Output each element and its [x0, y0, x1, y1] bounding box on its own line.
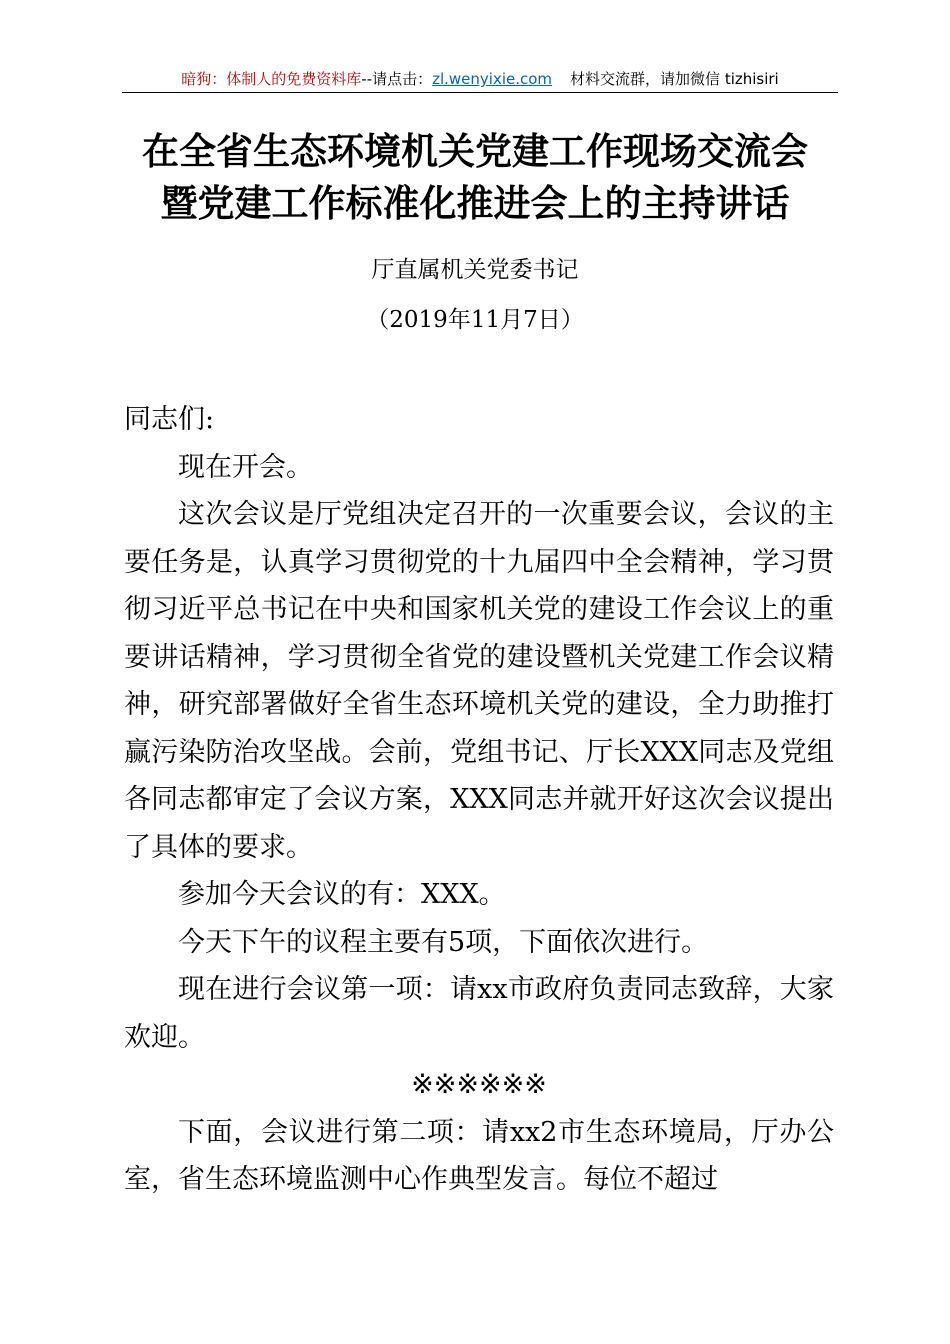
- header-prompt: --请点击：: [361, 70, 433, 88]
- paragraph-attendees: 参加今天会议的有：XXX。: [178, 879, 506, 910]
- page-header: [122, 66, 838, 93]
- header-note: 材料交流群，请加微信 tizhisiri: [570, 70, 779, 88]
- paragraph-item-one: 现在进行会议第一项：请xx市政府负责同志致辞，大家欢迎。: [124, 974, 834, 1053]
- speaker-line: 厅直属机关党委书记: [371, 257, 579, 283]
- section-separator: ※※※※※※: [411, 1069, 547, 1100]
- header-link[interactable]: zl.wenyixie.com: [432, 70, 553, 88]
- title-line-2: 暨党建工作标准化推进会上的主持讲话: [160, 182, 790, 225]
- paragraph-agenda: 今天下午的议程主要有5项，下面依次进行。: [178, 926, 709, 958]
- paragraph-meeting-purpose: 这次会议是厅党组决定召开的一次重要会议，会议的主要任务是，认真学习贯彻党的十九届四中全会精神，学习贯彻习近平总书记在中央和国家机关党的建设工作会议上的重要讲话精神，学习贯彻全省党的建设暨机关党建工作会议精神，研究部署做好全省生态环境机关党的建设，全力助推打赢污染防治攻坚战。会前，党组书记、厅长XXX同志及党组各同志都审定了会议方案，XXX同志并就开好这次会议提出了具体的要求。: [124, 499, 834, 863]
- header-brand: 暗狗：体制人的免费资料库: [181, 70, 362, 88]
- paragraph-item-two: 下面，会议进行第二项：请xx2市生态环境局，厅办公室，省生态环境监测中心作典型发言。每位不超过: [124, 1116, 834, 1195]
- document-body: [124, 396, 834, 1204]
- salutation: 同志们:: [124, 404, 215, 435]
- date-line: （2019年11月7日）: [366, 307, 584, 333]
- paragraph-opening: 现在开会。: [178, 451, 313, 483]
- document-title: [0, 126, 950, 230]
- title-line-1: 在全省生态环境机关党建工作现场交流会: [142, 130, 808, 173]
